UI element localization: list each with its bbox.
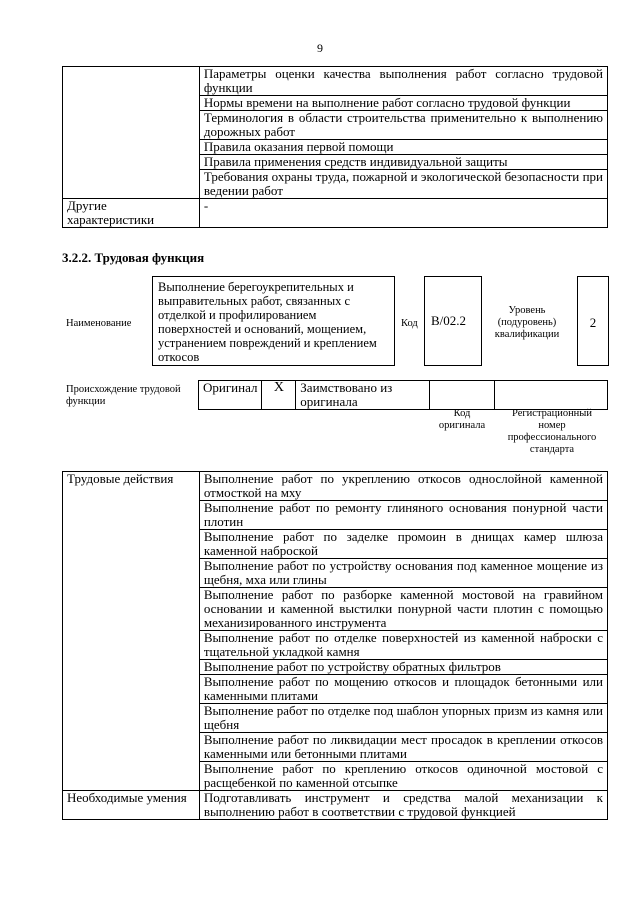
original-label: Оригинал bbox=[199, 381, 262, 410]
reg-number-caption: Регистрационный номер профессионального стандарта bbox=[507, 408, 597, 455]
empty-label-cell bbox=[63, 67, 200, 199]
action-item: Выполнение работ по устройству основания под каменное мощение из щебня, мха или глины bbox=[199, 559, 607, 588]
original-code-cell bbox=[429, 381, 494, 410]
function-code-box: B/02.2 bbox=[424, 276, 482, 366]
action-item: Выполнение работ по укреплению откосов однослойной каменной отмосткой на мху bbox=[199, 472, 607, 501]
action-item: Выполнение работ по заделке промоин в днищах камер шлюза каменной наброской bbox=[199, 530, 607, 559]
action-item: Выполнение работ по мощению откосов и площадок бетонными или каменными плитами bbox=[199, 675, 607, 704]
knowledge-item: Параметры оценки качества выполнения работ согласно трудовой функции bbox=[199, 67, 607, 96]
other-characteristics-label: Другие характеристики bbox=[63, 199, 200, 228]
knowledge-item: Терминология в области строительства применительно к выполнению дорожных работ bbox=[199, 111, 607, 140]
level-box: 2 bbox=[577, 276, 609, 366]
table-row bbox=[63, 67, 608, 96]
action-item: Выполнение работ по устройству обратных фильтров bbox=[199, 660, 607, 675]
reg-number-cell bbox=[495, 381, 608, 410]
original-mark: X bbox=[262, 381, 296, 410]
skills-label: Необходимые умения bbox=[63, 791, 200, 820]
borrowed-label: Заимствовано из оригинала bbox=[296, 381, 429, 410]
origin-label: Происхождение трудовой функции bbox=[66, 384, 181, 407]
code-label: Код bbox=[401, 318, 418, 329]
origin-table bbox=[198, 380, 608, 410]
name-label: Наименование bbox=[66, 318, 132, 329]
table-row bbox=[63, 472, 608, 501]
table-row bbox=[63, 791, 608, 820]
other-characteristics-value: - bbox=[199, 199, 607, 228]
level-label: Уровень (подуровень) квалификации bbox=[494, 305, 560, 340]
action-item: Выполнение работ по ликвидации мест просадок в креплении откосов каменными или бетонными плитами bbox=[199, 733, 607, 762]
action-item: Выполнение работ по ремонту глиняного основания понурной части плотин bbox=[199, 501, 607, 530]
knowledge-item: Правила оказания первой помощи bbox=[199, 140, 607, 155]
page-number: 9 bbox=[317, 41, 323, 55]
table-row bbox=[199, 381, 608, 410]
action-item: Выполнение работ по разборке каменной мостовой на гравийном основании и каменной выстилки понурной части плотин с помощью механизированного инструмента bbox=[199, 588, 607, 631]
action-item: Выполнение работ по креплению откосов одиночной мостовой с расщебенкой по каменной отсыпке bbox=[199, 762, 607, 791]
function-name-box: Выполнение берегоукрепительных и выправительных работ, связанных с отделкой и профилированием поверхностей и оснований, мощением, устранением повреждений и креплением откосов bbox=[152, 276, 395, 366]
skill-item: Подготавливать инструмент и средства малой механизации к выполнению работ в соответствии с трудовой функцией bbox=[199, 791, 607, 820]
knowledge-item: Требования охраны труда, пожарной и экологической безопасности при ведении работ bbox=[199, 170, 607, 199]
action-item: Выполнение работ по отделке поверхностей из каменной наброски с тщательной укладкой камня bbox=[199, 631, 607, 660]
table-row bbox=[63, 199, 608, 228]
actions-table bbox=[62, 471, 608, 820]
code-original-caption: Код оригинала bbox=[438, 408, 486, 431]
knowledge-item: Нормы времени на выполнение работ согласно трудовой функции bbox=[199, 96, 607, 111]
knowledge-item: Правила применения средств индивидуальной защиты bbox=[199, 155, 607, 170]
action-item: Выполнение работ по отделке под шаблон упорных призм из камня или щебня bbox=[199, 704, 607, 733]
actions-label: Трудовые действия bbox=[63, 472, 200, 791]
knowledge-table bbox=[62, 66, 608, 228]
section-title: 3.2.2. Трудовая функция bbox=[62, 250, 205, 265]
